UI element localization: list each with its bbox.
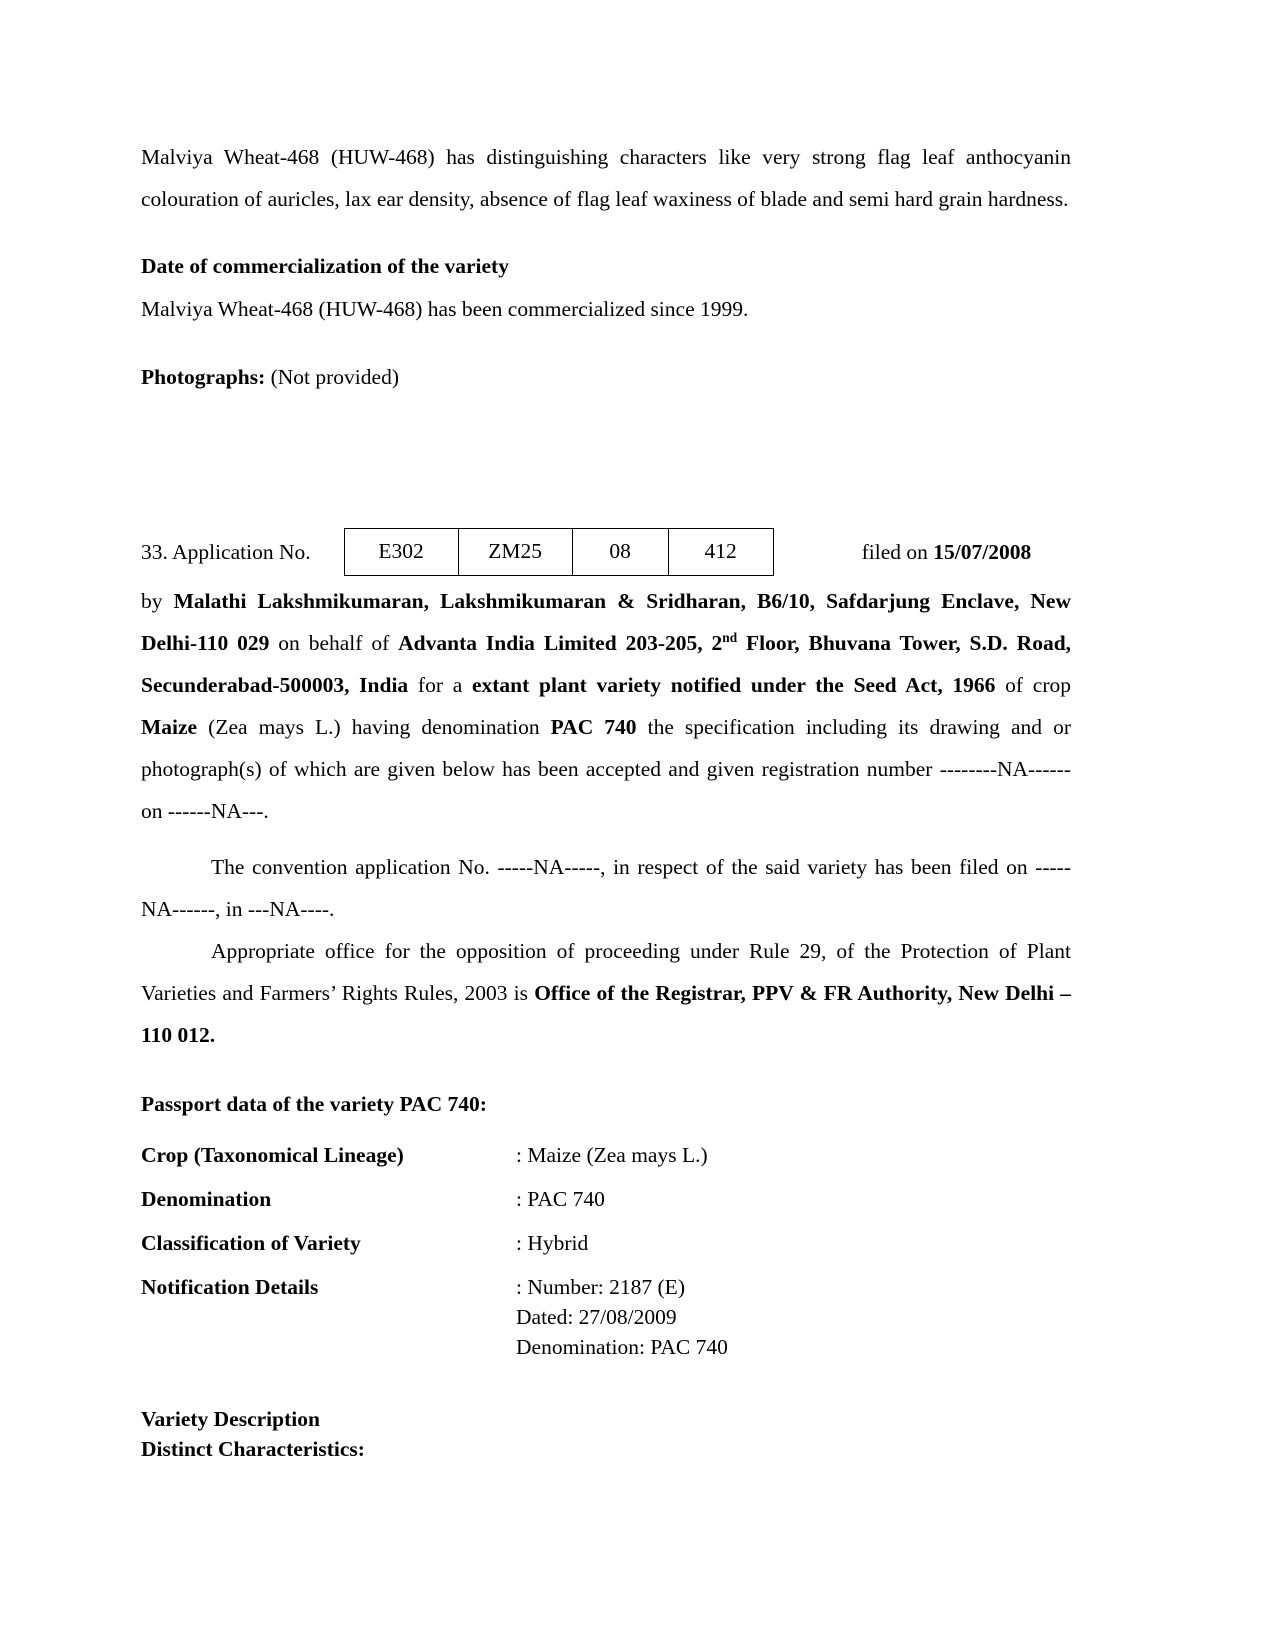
spacer-passport-heading xyxy=(141,1126,1071,1140)
notification-denomination: Denomination: PAC 740 xyxy=(516,1335,728,1359)
on-behalf-label: on behalf of xyxy=(278,631,390,655)
applicant-ordinal-suffix: nd xyxy=(722,629,738,645)
application-paragraph xyxy=(141,580,1071,832)
spacer-photograph-area xyxy=(141,424,1071,528)
application-paragraph-block xyxy=(141,580,1071,1056)
passport-key-notification: Notification Details xyxy=(141,1275,319,1299)
variety-type: extant plant variety notified under the Seed Act, 1966 xyxy=(471,673,996,697)
opposition-paragraph xyxy=(141,930,1071,1056)
application-number-cell-4: 412 xyxy=(704,539,737,563)
application-number-cell-3: 08 xyxy=(573,529,669,575)
table-row xyxy=(141,1272,1071,1376)
applicant-name-part2: Floor, Bhuvana Tower, S.D. Road, Secunderabad-500003, India xyxy=(141,631,1072,697)
passport-key-denomination: Denomination xyxy=(141,1187,272,1211)
applicant-name-part1: Advanta India Limited 203-205, 2 xyxy=(398,631,723,655)
passport-key-classification: Classification of Variety xyxy=(141,1231,361,1255)
photographs-line xyxy=(141,356,1071,398)
spacer-before-passport xyxy=(141,1056,1071,1084)
passport-heading: Passport data of the variety PAC 740: xyxy=(141,1092,487,1116)
acceptance-text: the specification including its drawing and or photograph(s) of which are given below has been accepted and given registration number --------NA------ on ------NA---. xyxy=(141,715,1071,823)
crop-botanical: (Zea mays L.) having denomination xyxy=(208,715,540,739)
filed-on-date: 15/07/2008 xyxy=(933,540,1032,564)
convention-paragraph: The convention application No. -----NA-----, in respect of the said variety has been filed on -----NA------, in ---NA----. xyxy=(141,855,1071,921)
application-number-label: 33. Application No. xyxy=(141,540,311,564)
table-row xyxy=(141,1228,1071,1272)
agent-name: Malathi Lakshmikumaran, Lakshmikumaran & Sridharan, B6/10, Safdarjung Enclave, New Delhi-110 029 xyxy=(141,589,1072,655)
spacer-after-application xyxy=(141,832,1071,846)
passport-value-crop: : Maize (Zea mays L.) xyxy=(516,1143,708,1167)
table-row xyxy=(141,1140,1071,1184)
passport-key-crop: Crop (Taxonomical Lineage) xyxy=(141,1143,404,1167)
commercialization-text: Malviya Wheat-468 (HUW-468) has been commercialized since 1999. xyxy=(141,297,749,321)
distinct-characteristics-heading: Distinct Characteristics: xyxy=(141,1437,365,1461)
application-number-row xyxy=(141,528,1071,576)
notification-date: Dated: 27/08/2009 xyxy=(516,1305,677,1329)
photographs-value: (Not provided) xyxy=(270,365,399,389)
for-a-label: for a xyxy=(417,673,463,697)
commercialization-heading: Date of commercialization of the variety xyxy=(141,254,509,278)
application-number-cell-2: ZM25 xyxy=(459,529,573,575)
filed-on-label: filed on xyxy=(861,540,928,564)
application-number-boxes xyxy=(344,528,774,576)
denomination-value: PAC 740 xyxy=(550,715,637,739)
crop-name: Maize xyxy=(141,715,198,739)
filed-on-block xyxy=(862,537,1032,567)
of-crop-label: of crop xyxy=(1005,673,1071,697)
table-row xyxy=(141,1184,1071,1228)
by-label: by xyxy=(141,589,163,613)
passport-table xyxy=(141,1140,1071,1376)
document-body xyxy=(141,136,1071,1464)
application-number-cell-1: E302 xyxy=(345,529,459,575)
passport-value-notification xyxy=(516,1272,1071,1376)
opposition-text: Appropriate office for the opposition of proceeding under Rule 29, of the Protection of Plant Varieties and Farmers’ Rights Rules, 2003 is xyxy=(141,939,1071,1005)
intro-paragraph: Malviya Wheat-468 (HUW-468) has distinguishing characters like very strong flag leaf anthocyanin colouration of auricles, lax ear density, absence of flag leaf waxiness of blade and semi hard grain hardness. xyxy=(141,145,1071,211)
photographs-label: Photographs: xyxy=(141,365,266,389)
variety-description-heading: Variety Description xyxy=(141,1407,320,1431)
notification-number: : Number: 2187 (E) xyxy=(516,1275,685,1299)
passport-value-denomination: : PAC 740 xyxy=(516,1187,605,1211)
opposition-office: Office of the Registrar, PPV & FR Authority, New Delhi – 110 012. xyxy=(141,981,1071,1047)
passport-value-classification: : Hybrid xyxy=(516,1231,589,1255)
spacer-before-variety-description xyxy=(141,1376,1071,1404)
